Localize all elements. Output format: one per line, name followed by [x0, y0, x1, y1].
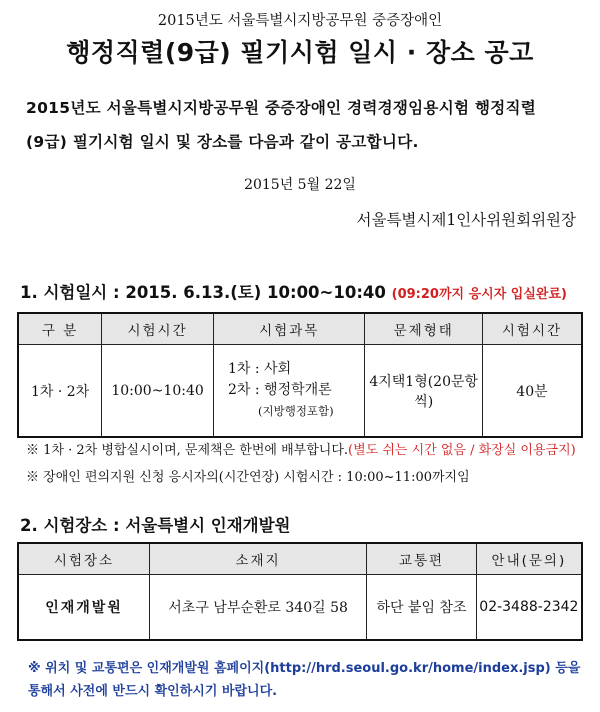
section-2-heading: 2. 시험장소 : 서울특별시 인재개발원: [20, 516, 291, 535]
exam-venue-table: [17, 542, 583, 641]
table-row: [18, 575, 582, 641]
note-1-text: ※ 1차 · 2차 병합실시이며, 문제책은 한번에 배부합니다.: [26, 443, 349, 458]
notice-date: 2015년 5월 22일: [244, 177, 356, 193]
note-2: ※ 장애인 편의지원 신청 응시자의(시간연장) 시험시간 : 10:00~11:00까지임: [26, 470, 470, 485]
section-1-heading: [20, 279, 567, 303]
col-header-duration: 시험시간: [482, 313, 582, 345]
col-header-format: 문제형태: [365, 313, 482, 345]
footer-line-1: ※ 위치 및 교통편은 인재개발원 홈페이지(http://hrd.seoul.go.kr/home/index.jsp) 등을: [28, 661, 581, 676]
col-header-subject: 시험과목: [214, 313, 365, 345]
note-1: [26, 439, 576, 458]
col-header-exam-time: 시험시간: [102, 313, 214, 345]
notice-signer: 서울특별시제1인사위원회위원장: [356, 211, 576, 229]
col-header-transport: 교통편: [367, 543, 477, 575]
exam-schedule-table: [17, 312, 583, 438]
cell-subject: [214, 345, 365, 438]
cell-duration: 40분: [482, 345, 582, 438]
notice-title: 행정직렬(9급) 필기시험 일시 · 장소 공고: [66, 38, 534, 67]
col-header-division: 구 분: [18, 313, 102, 345]
table-row: [18, 345, 582, 438]
table-header-row: [18, 543, 582, 575]
cell-contact: 02-3488-2342: [476, 575, 582, 641]
cell-transport: 하단 붙임 참조: [367, 575, 477, 641]
notice-subtitle: 2015년도 서울특별시지방공무원 중증장애인: [157, 13, 443, 29]
note-1-red: (별도 쉬는 시간 없음 / 화장실 이용금지): [348, 443, 576, 458]
col-header-address: 소재지: [150, 543, 367, 575]
subject-2-note: (지방행정포함): [258, 404, 334, 418]
subject-1: 1차 : 사회: [228, 361, 292, 377]
intro-line-2: (9급) 필기시험 일시 및 장소를 다음과 같이 공고합니다.: [26, 133, 419, 151]
cell-place: 인재개발원: [18, 575, 150, 641]
intro-line-1: 2015년도 서울특별시지방공무원 중증장애인 경력경쟁임용시험 행정직렬: [26, 99, 537, 117]
section-1-heading-text: 1. 시험일시 : 2015. 6.13.(토) 10:00~10:40: [20, 283, 392, 302]
cell-format: 4지택1형(20문항씩): [365, 345, 482, 438]
subject-2: 2차 : 행정학개론: [228, 382, 332, 398]
table-header-row: [18, 313, 582, 345]
col-header-place: 시험장소: [18, 543, 150, 575]
section-1-heading-note: (09:20까지 응시자 입실완료): [391, 287, 567, 302]
col-header-contact: 안내(문의): [476, 543, 582, 575]
footer-line-2: 통해서 사전에 반드시 확인하시기 바랍니다.: [28, 684, 278, 699]
cell-division: 1차 · 2차: [18, 345, 102, 438]
cell-address: 서초구 남부순환로 340길 58: [150, 575, 367, 641]
cell-exam-time: 10:00~10:40: [102, 345, 214, 438]
